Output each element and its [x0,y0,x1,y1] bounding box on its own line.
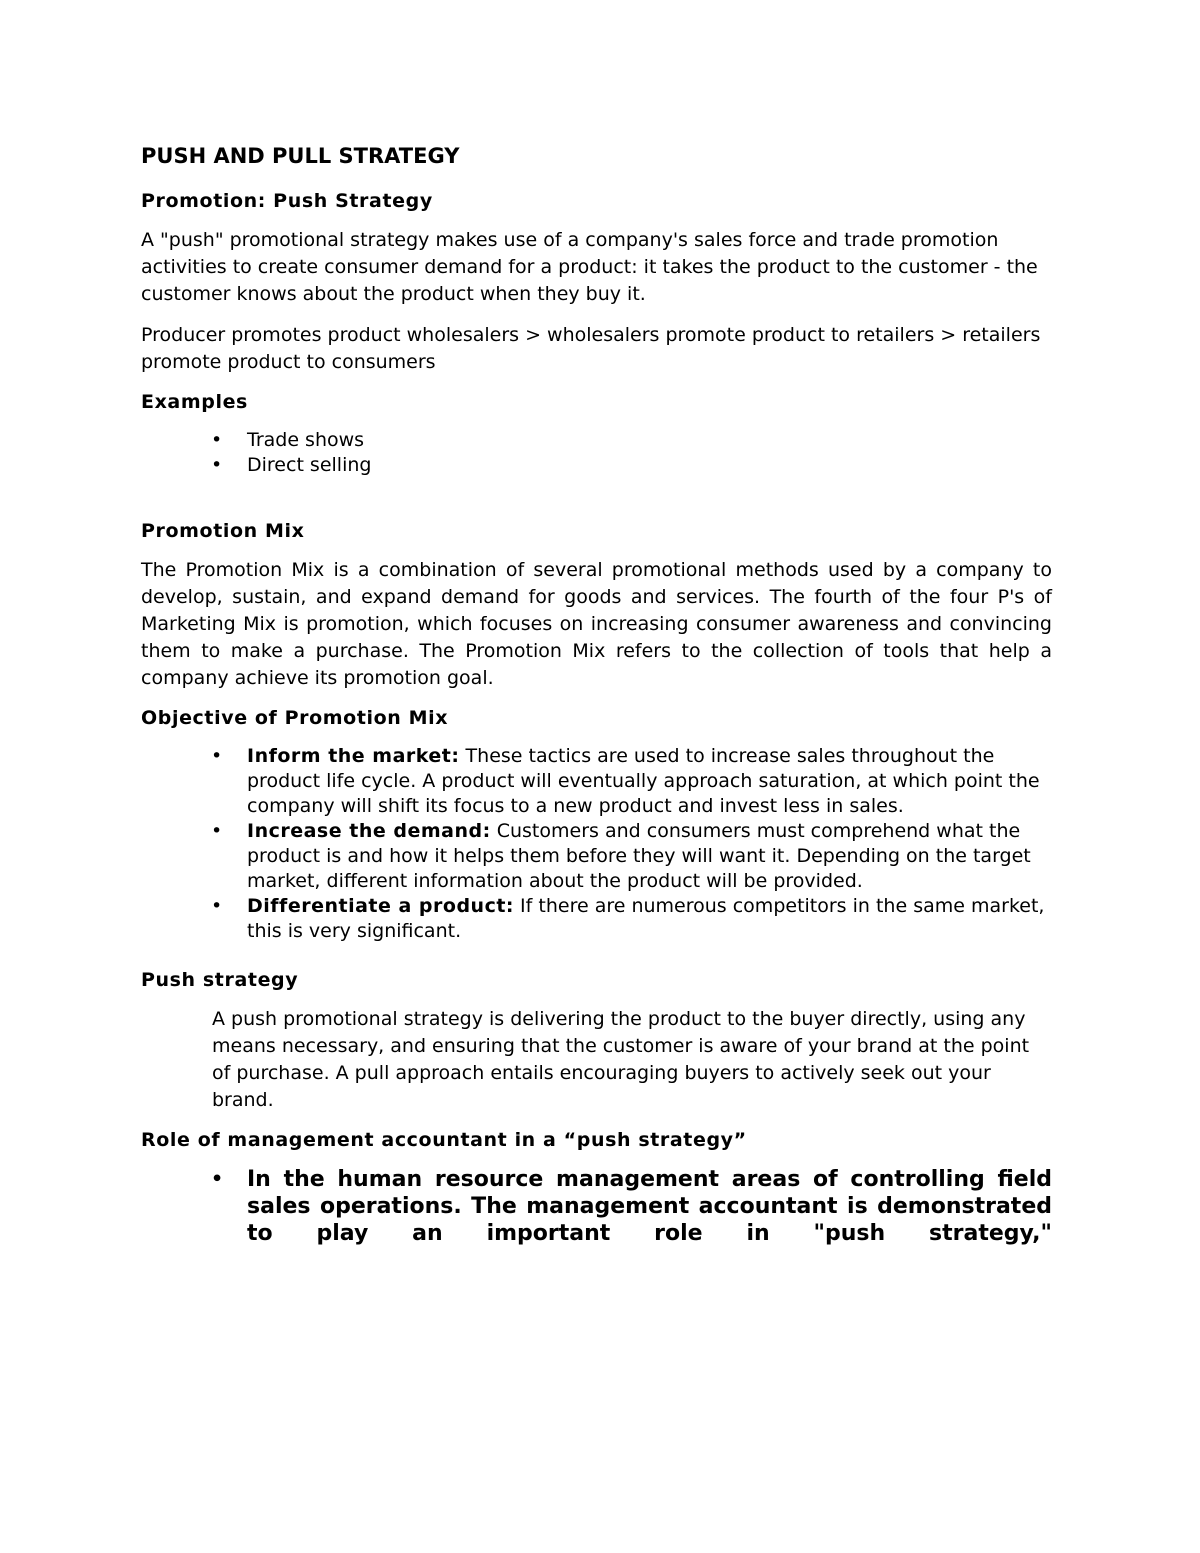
role-item-text: In the human resource management areas of controlling field sales operations. The management accountant is demonstrated to play an important role in "push strategy," [247,1167,1052,1246]
list-item: • Trade shows [211,429,365,451]
list-item: • Inform the market: These tactics are used to increase sales throughout the product life cycle. A product will eventually approach saturation, at which point the company will shift its focus to a new product and invest less in sales. [211,745,1040,817]
paragraph-push-strategy: A push promotional strategy is delivering the product to the buyer directly, using any means necessary, and ensuring that the customer is aware of your brand at the point of purchase. A pull approach entails encouraging buyers to actively seek out your brand. [212,1008,1030,1111]
paragraph-push-definition: A "push" promotional strategy makes use of a company's sales force and trade promotion activities to create consumer demand for a product: it takes the product to the customer - the customer knows about the product when they buy it. [141,229,1038,305]
role-list [141,1166,1052,1247]
bullet-icon: • [211,895,223,917]
section-heading-role: Role of management accountant in a “push strategy” [141,1129,747,1151]
bullet-icon: • [211,429,223,451]
spacer [141,492,1052,519]
section-heading-push-strategy: Promotion: Push Strategy [141,190,433,212]
section-heading-objective: Objective of Promotion Mix [141,707,449,729]
item-label: Differentiate a product: [247,895,515,917]
list-item: • Increase the demand: Customers and consumers must comprehend what the product is and how it helps them before they will want it. Depending on the target market, different information about the product will be provided. [211,820,1031,892]
bullet-icon: • [211,745,223,767]
document-title: PUSH AND PULL STRATEGY [141,144,460,168]
section-heading-promotion-mix: Promotion Mix [141,520,305,542]
bullet-icon: • [211,1168,224,1190]
bullet-icon: • [211,820,223,842]
list-item [141,1166,1052,1247]
paragraph-push-chain: Producer promotes product wholesalers > wholesalers promote product to retailers > retailers promote product to consumers [141,324,1041,373]
paragraph-promotion-mix: The Promotion Mix is a combination of several promotional methods used by a company to develop, sustain, and expand demand for goods and services. The fourth of the four P's of Marketing Mix is promotion, which focuses on increasing consumer awareness and convincing them to make a purchase. The Promotion Mix refers to the collection of tools that help a company achieve its promotion goal. [141,559,1052,689]
bullet-icon: • [211,454,223,476]
examples-list [141,428,1052,478]
section-heading-examples: Examples [141,391,248,413]
spacer [141,958,1052,968]
section-heading-push-strategy-2: Push strategy [141,969,299,991]
list-item: • Direct selling [211,454,372,476]
item-label: Increase the demand: [247,820,491,842]
objective-list [141,744,1052,944]
item-label: Inform the market: [247,745,460,767]
list-item: • Differentiate a product: If there are numerous competitors in the same market, this is very significant. [211,895,1045,942]
